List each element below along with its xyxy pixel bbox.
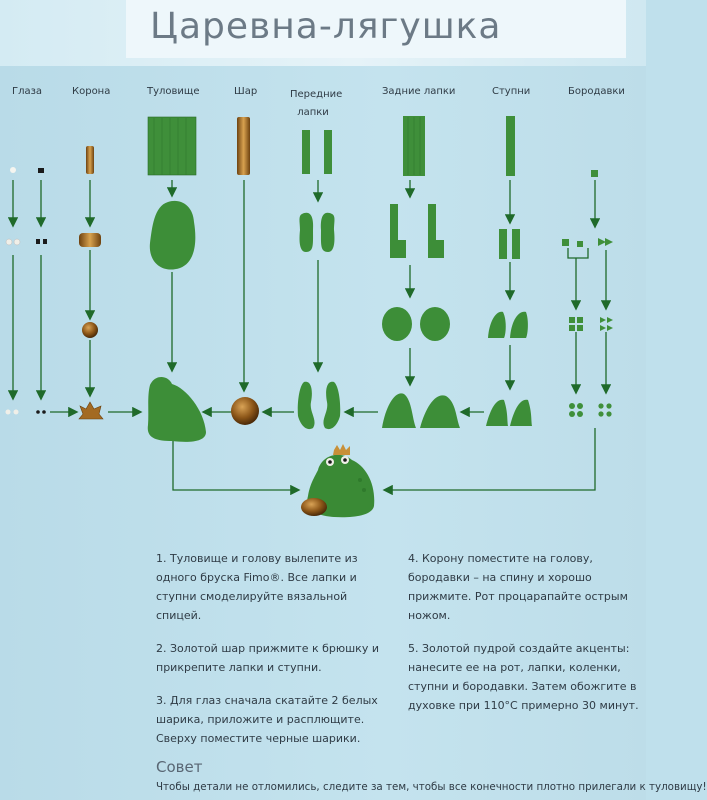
hind-legs-parts	[382, 116, 460, 428]
crown-parts	[79, 146, 103, 419]
column-label-hind-legs: Задние лапки	[382, 86, 456, 97]
column-label-feet: Ступни	[492, 86, 531, 97]
page-title: Царевна-лягушка	[150, 6, 502, 47]
instruction-step-5: 5. Золотой пудрой создайте акценты: нанесите ее на рот, лапки, коленки, ступни и бородавки. Затем обожгите в духовке при 110°C примерно 30 минут.	[408, 642, 639, 712]
instructions-left	[156, 549, 388, 762]
column-label-front-legs: Передние лапки	[290, 89, 343, 118]
instructions-right	[408, 549, 640, 729]
column-label-crown: Корона	[72, 86, 111, 97]
column-label-body: Туловище	[147, 86, 200, 97]
instruction-step-4: 4. Корону поместите на голову, бородавки – на спину и хорошо прижмите. Рот процарапайте острым ножом.	[408, 552, 628, 622]
column-label-eyes: Глаза	[12, 86, 43, 97]
instruction-step-3: 3. Для глаз сначала скатайте 2 белых шарика, приложите и расплющите. Сверху поместите черные шарики.	[156, 694, 378, 745]
front-legs-parts	[298, 130, 341, 429]
tip-text: Чтобы детали не отломились, следите за тем, чтобы все конечности плотно прилегали к туловищу!	[156, 781, 707, 793]
column-label-warts: Бородавки	[568, 86, 625, 97]
tip-heading: Совет	[156, 758, 203, 776]
column-label-ball: Шар	[234, 86, 258, 97]
ball-parts	[231, 117, 259, 425]
feet-parts	[486, 116, 532, 426]
instruction-step-1: 1. Туловище и голову вылепите из одного бруска Fimo®. Все лапки и ступни смоделируйте вязальной спицей.	[156, 552, 358, 622]
finished-frog-princess	[301, 444, 374, 517]
instruction-step-2: 2. Золотой шар прижмите к брюшку и прикрепите лапки и ступни.	[156, 642, 379, 674]
body-parts	[148, 117, 206, 442]
